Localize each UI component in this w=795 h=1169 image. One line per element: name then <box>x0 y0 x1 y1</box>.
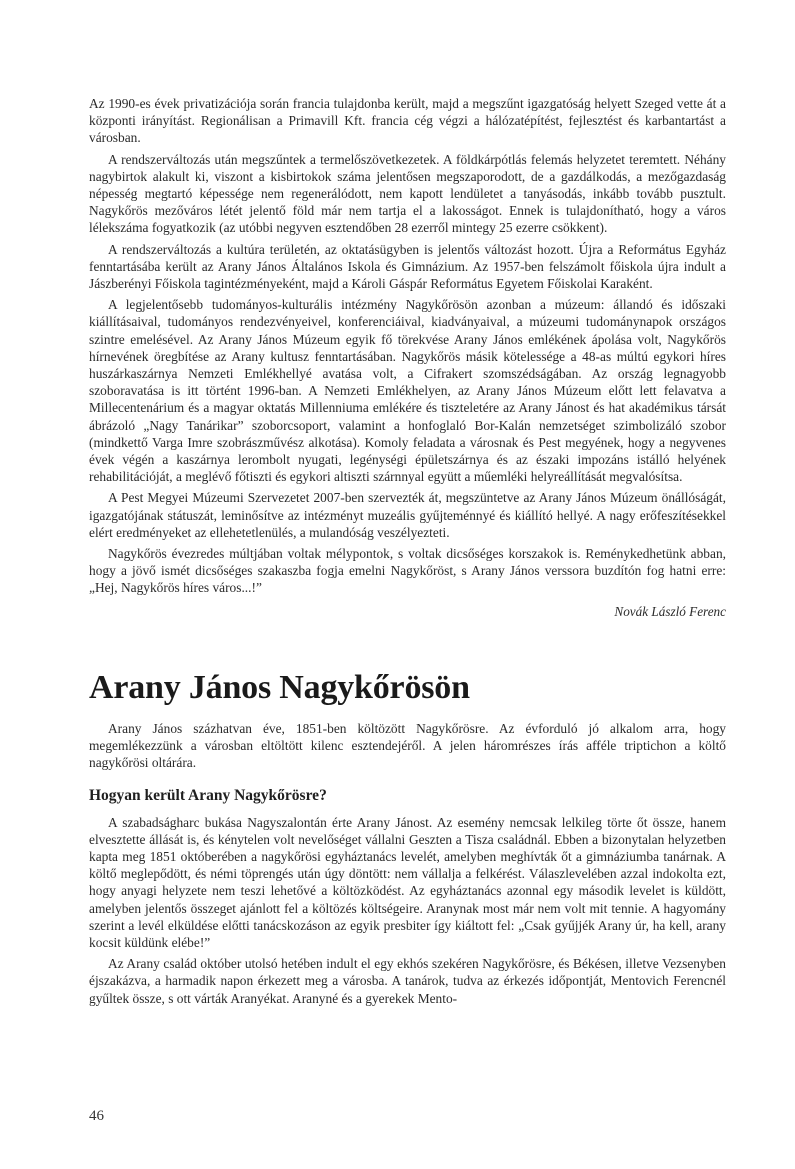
paragraph: A szabadságharc bukása Nagyszalontán érte Arany Jánost. Az esemény nemcsak lelkileg törte őt össze, hanem elvesztette állását is, és kénytelen volt nevelőséget vállalni Geszten a Tisza családnál. Ebben a bizonytalan helyzetben kapta meg 1851 októberében a nagykőrösi egyháztanács levelét, amelyben meghívták őt a gimnáziumba tanárnak. A költő meglepődött, és némi töprengés után úgy döntött: nem vállalja a felkérést. Válaszlevelében azzal indokolta ezt, hogy anyagi helyzete nem teszi lehetővé a költözködést. Az egyháztanács azonnal egy második levelet is küldött, amelyben jelentős összeget ajánlott fel a költözés költségeire. Aranynak most már nem volt mit tennie. A hagyomány szerint a levél elküldése előtti tanácskozáson az egyik presbiter így kiáltott fel: „Csak gyűjjék Arany úr, ha kell, arany kocsit küldünk elébe!” <box>89 814 726 950</box>
previous-article <box>89 95 726 620</box>
intro-paragraph: Arany János százhatvan éve, 1851-ben költözött Nagykőrösre. Az évforduló jó alkalom arra, hogy megemlékezzünk a városban eltöltött kilenc esztendejéről. A jelen háromrészes írás afféle triptichon a költő nagykőrösi oltárára. <box>89 720 726 771</box>
section-heading: Hogyan került Arany Nagykőrösre? <box>89 786 327 804</box>
paragraph: A legjelentősebb tudományos-kulturális intézmény Nagykőrösön azonban a múzeum: állandó és időszaki kiállításaival, tudományos rendezvényeivel, konferenciáival, kiadványaival, a múzeumi tudománynapok országos szintre emelésével. Az Arany János Múzeum egyik fő törekvése Arany János emlékének ápolása volt, Nagykőrös hírnevének öregbítése az Arany kultusz fenntartásában. Nagykőrös másik kötelessége a 48-as múltú egykori híres huszárkaszárnya Nemzeti Emlékhellyé avatása volt, a Cifrakert szomszédságában. Az ország legnagyobb szoboravatása is itt történt 1996-ban. A Nemzeti Emlékhelyen, az Arany János Múzeum előtt lett felavatva a Millecentenárium és a magyar oktatás Millenniuma emlékére és tiszteletére az Arany Jánost és hat akadémikus társát ábrázoló „Nagy Tanárikar” szoborcsoport, valamint a honfoglaló Bor-Kalán nemzetséget szimbolizáló szobor (mindkettő Varga Imre szobrászművész alkotása). Komoly feladata a városnak és Pest megyének, hogy a negyvenes évek végén a kaszárnya lerombolt nyugati, legénységi épületszárnya és az északi impozáns istálló helyének rehabilitációját, a meglévő főtiszti és egykori altiszti szárnnyal együtt a műemléki helyreállítását megvalósítsa. <box>89 297 726 485</box>
article-title: Arany János Nagykőrösön <box>89 668 470 706</box>
page-number: 46 <box>89 1108 104 1124</box>
paragraph: A rendszerváltozás után megszűntek a termelőszövetkezetek. A földkárpótlás felemás helyzetet teremtett. Néhány nagybirtok alakult ki, viszont a kisbirtokok száma jelentősen megszaporodott, de a gazdálkodás, a mezőgazdaság népesség megtartó képessége nem regenerálódott, nem kapott lendületet a tanyásodás, inkább tovább pusztult. Nagykőrös mezőváros létét jelentő föld már nem tartja el a lakosságot. Ennek is tulajdonítható, hogy a város lélekszáma fogyatkozik (az utóbbi negyven esztendőben 28 ezerről mintegy 25 ezerre csökkent). <box>89 151 726 236</box>
new-article <box>89 720 726 1007</box>
paragraph: Nagykőrös évezredes múltjában voltak mélypontok, s voltak dicsőséges korszakok is. Reménykedhetünk abban, hogy a jövő ismét dicsőséges szakaszba fogja emelni Nagykőröst, s Arany János verssora buzdítón fog hatni erre: „Hej, Nagykőrös híres város...!” <box>89 546 726 596</box>
paragraph: Az Arany család október utolsó hetében indult el egy ekhós szekéren Nagykőrösre, és Békésen, illetve Vezsenyben éjszakázva, a harmadik napon érkezett meg a városba. A tanárok, tudva az érkezés időpontját, Mentovich Ferencnél gyűltek össze, s ott várták Aranyékat. Aranyné és a gyerekek Mento- <box>89 956 726 1006</box>
paragraph: Az 1990-es évek privatizációja során francia tulajdonba került, majd a megszűnt igazgatóság helyett Szeged vette át a központi irányítást. Regionálisan a Primavill Kft. francia cég végzi a hálózatépítést, fejlesztést és karbantartást a városban. <box>89 96 726 146</box>
page-body <box>89 95 726 1011</box>
author-signature: Novák László Ferenc <box>614 603 726 619</box>
paragraph: A rendszerváltozás a kultúra területén, az oktatásügyben is jelentős változást hozott. Újra a Református Egyház fenntartásába került az Arany János Általános Iskola és Gimnázium. Az 1957-ben felszámolt főiskola újra indult a Jászberényi Főiskola tagintézményeként, majd a Károli Gáspár Református Egyetem Főiskolai Karaként. <box>89 241 726 292</box>
paragraph: A Pest Megyei Múzeumi Szervezetet 2007-ben szervezték át, megszüntetve az Arany János Múzeum önállóságát, igazgatójának státuszát, leminősítve az intézményt muzeális gyűjteménnyé és kiállító hellyé. A nagy erőfeszítésekkel elért eredményeket az ellehetetlenülés, a mulandóság veszélyezteti. <box>89 490 726 540</box>
